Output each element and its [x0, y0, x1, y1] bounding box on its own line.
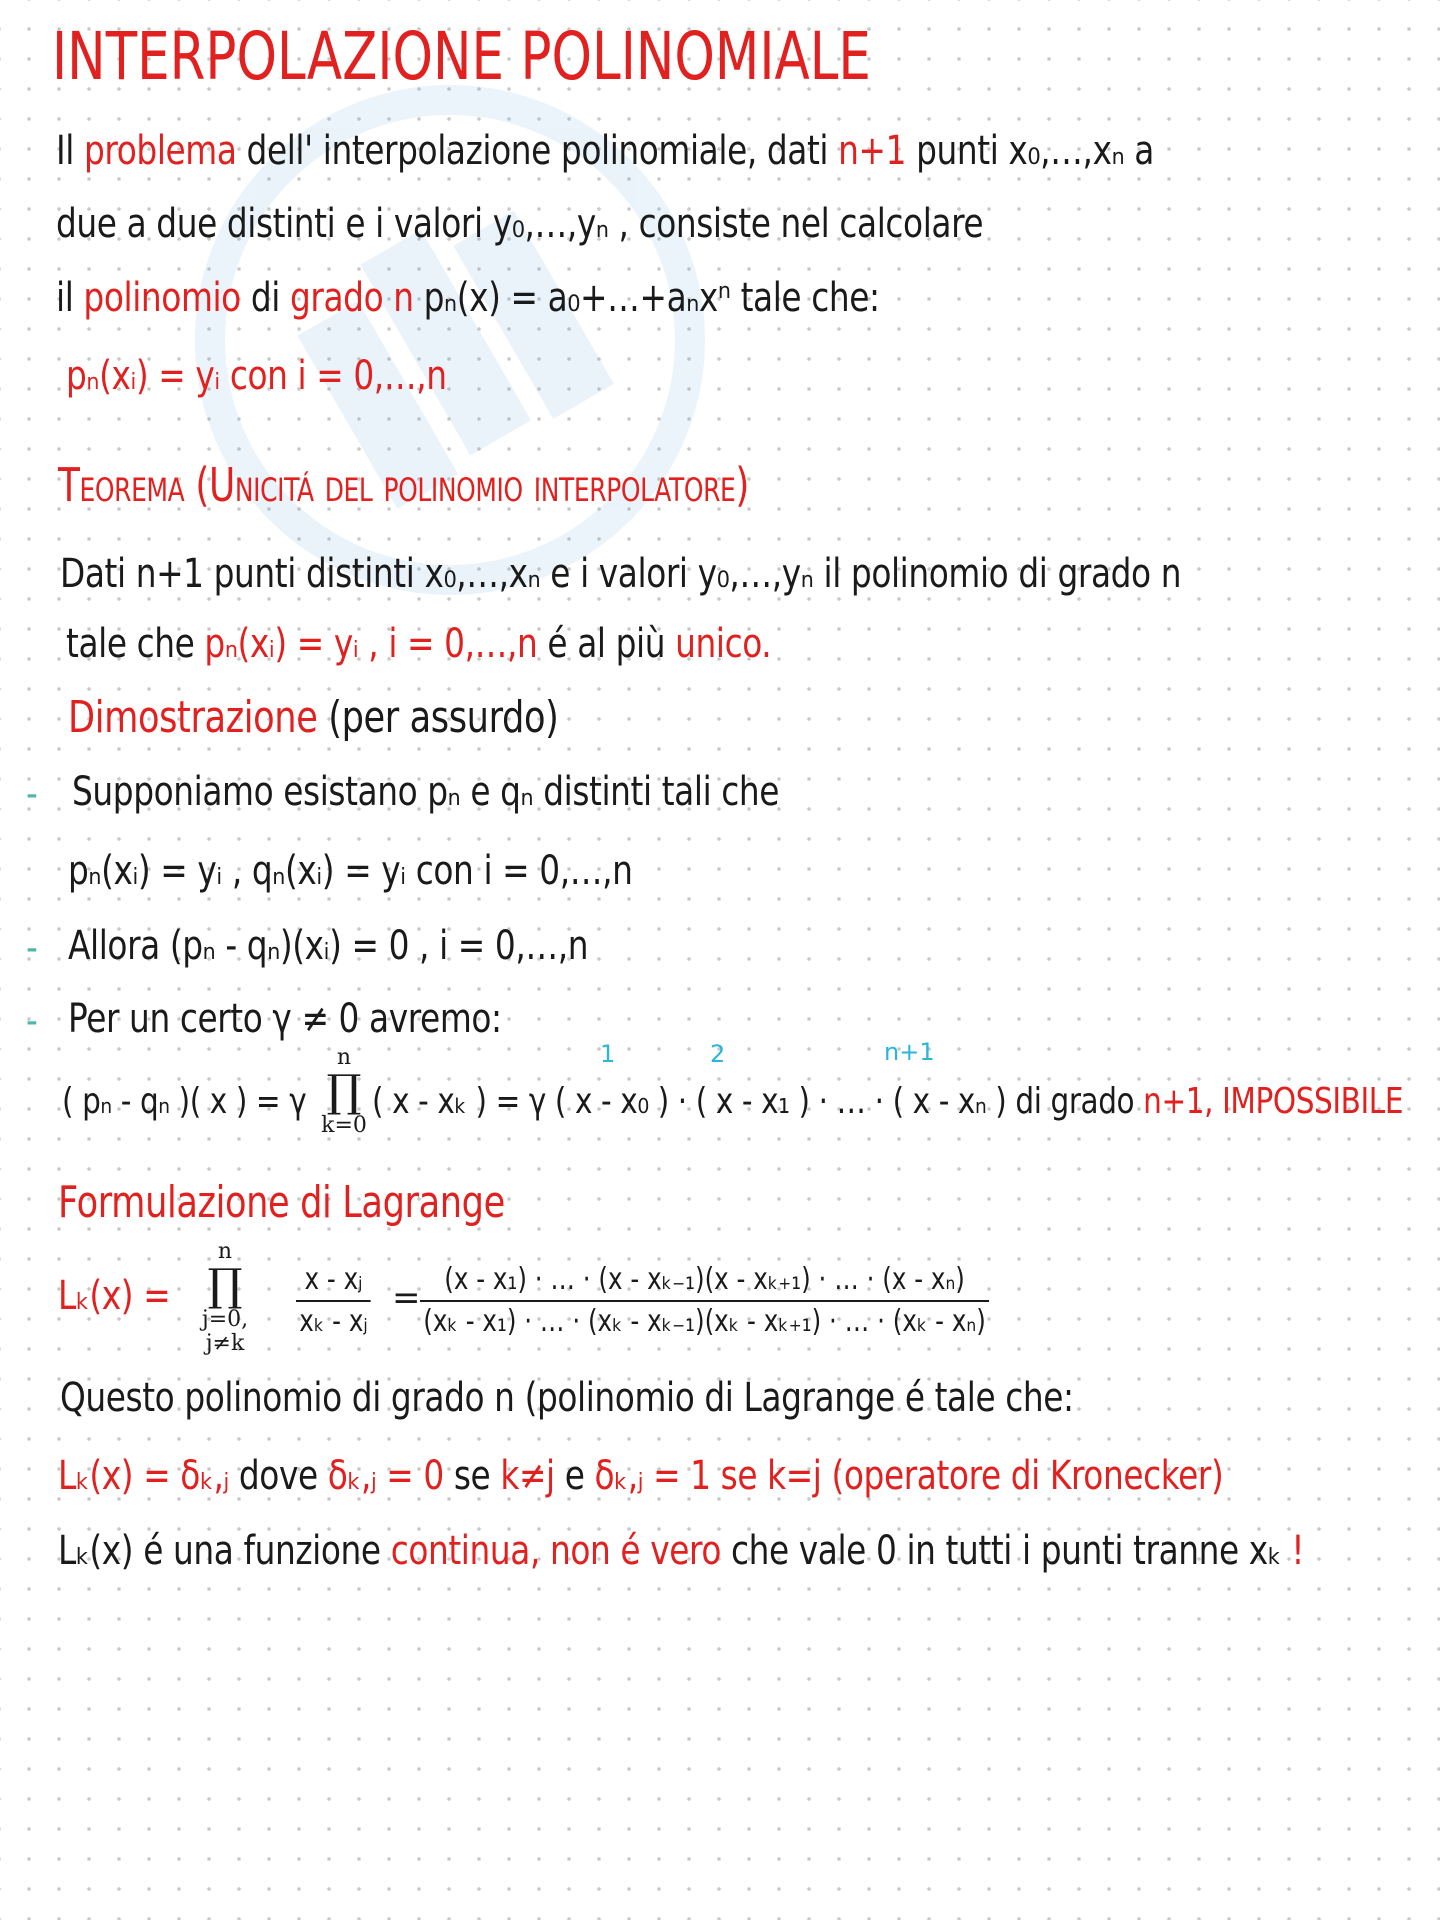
keyword-problema: problema: [83, 128, 237, 174]
intro-line-1: Il problema dell' interpolazione polinomiale, dati n+1 punti x₀,…,xₙ a: [56, 128, 1154, 174]
proof-step-1a: Supponiamo esistano pₙ e qₙ distinti tali che: [72, 769, 780, 815]
intro-line-3: il polinomio di grado n pₙ(x) = a₀+…+aₙxⁿ tale che:: [56, 275, 880, 321]
factor-count-2: 2: [710, 1040, 726, 1068]
lagrange-line-3: Lₖ(x) é una funzione continua, non é vero che vale 0 in tutti i punti tranne xₖ !: [58, 1528, 1305, 1574]
bullet-dash-3: -: [26, 998, 38, 1044]
interpolation-condition: pₙ(xᵢ) = yᵢ con i = 0,…,n: [66, 353, 447, 399]
keyword-unico: unico.: [675, 621, 772, 667]
theorem-heading: Teorema (Unicitá del polinomio interpolatore): [58, 458, 750, 512]
page-title: INTERPOLAZIONE POLINOMIALE: [52, 18, 871, 95]
keyword-n-plus-1: n+1: [838, 128, 907, 174]
proof-step-3: Per un certo γ ≠ 0 avremo:: [68, 996, 502, 1042]
bullet-dash-2: -: [26, 925, 38, 971]
keyword-grado-n: grado n: [289, 275, 414, 321]
lagrange-lhs: Lₖ(x) =: [58, 1273, 171, 1319]
impossible-note: n+1, IMPOSSIBILE: [1143, 1081, 1404, 1122]
keyword-polinomio: polinomio: [83, 275, 241, 321]
lagrange-heading: Formulazione di Lagrange: [58, 1177, 505, 1228]
lagrange-line-1: Questo polinomio di grado n (polinomio di Lagrange é tale che:: [60, 1375, 1074, 1421]
proof-step-1b: pₙ(xᵢ) = yᵢ , qₙ(xᵢ) = yᵢ con i = 0,…,n: [68, 848, 633, 894]
theorem-line-1: Dati n+1 punti distinti x₀,…,xₙ e i valori y₀,…,yₙ il polinomio di grado n: [60, 551, 1182, 597]
theorem-condition: pₙ(xᵢ) = yᵢ , i = 0,…,n: [204, 621, 538, 667]
factor-count-1: 1: [600, 1040, 616, 1068]
product-operator: n ∏ k=0: [321, 1045, 367, 1138]
proof-equation-rhs: ( x - xₖ ) = γ ( x - x₀ ) · ( x - x₁ ) · … · ( x - xₙ ) di grado n+1, IMPOSSIBILE: [372, 1081, 1404, 1122]
lagrange-expanded-fraction: $\frac{\text{(x - x₁) · … · (x - xₖ₋₁)(x - xₖ₊₁) · … · (x - xₙ)}}{\text{(xₖ - x₁) · … · (xₖ - xₖ₋₁)(xₖ - xₖ₊₁) · … · (xₖ - xₙ)}}$: [420, 1262, 989, 1340]
keyword-continua: continua, non é vero: [390, 1528, 721, 1574]
theorem-line-2: tale che pₙ(xᵢ) = yᵢ , i = 0,…,n é al più unico.: [66, 621, 772, 667]
lagrange-factor-fraction: $\frac{\text{x - xⱼ}}{\text{xₖ - xⱼ}}$: [296, 1262, 371, 1340]
factor-count-n-plus-1: n+1: [884, 1038, 935, 1066]
lagrange-equals: =: [392, 1278, 421, 1318]
proof-equation-lhs: ( pₙ - qₙ )( x ) = γ: [62, 1081, 307, 1122]
bullet-dash-1: -: [26, 771, 38, 817]
intro-line-2: due a due distinti e i valori y₀,…,yₙ , consiste nel calcolare: [56, 201, 984, 247]
proof-heading: Dimostrazione (per assurdo): [68, 692, 559, 743]
lagrange-product-operator: n ∏ j=0, j≠k: [201, 1239, 249, 1356]
exclamation-mark: !: [1291, 1528, 1305, 1574]
proof-step-2: Allora (pₙ - qₙ)(xᵢ) = 0 , i = 0,…,n: [68, 923, 589, 969]
lagrange-line-2: Lₖ(x) = δₖ,ⱼ dove δₖ,ⱼ = 0 se k≠j e δₖ,ⱼ = 1 se k=j (operatore di Kronecker): [58, 1453, 1224, 1499]
